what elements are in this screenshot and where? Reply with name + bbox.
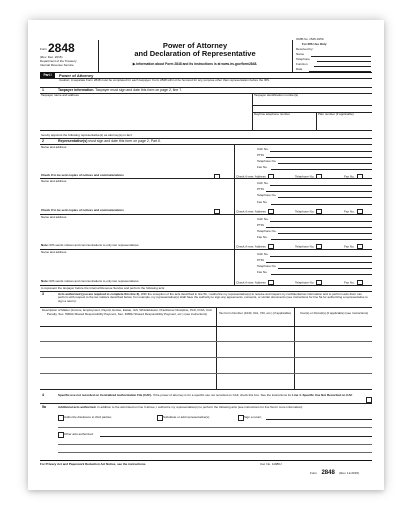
omb-number: OMB No. 1545-0150 <box>296 37 324 41</box>
line2-heading: Representative(s) <box>58 139 88 143</box>
line3-col-years: Year(s) or Period(s) (if applicable) (see instructions) <box>299 311 369 315</box>
rep4-telephone-new-label: Telephone No. <box>295 280 315 285</box>
footer-cat: Cat. No. 11980J <box>260 462 282 466</box>
rep3-ptin-label: PTIN <box>257 223 264 227</box>
rep3-telephone-new-label: Telephone No. <box>295 244 315 249</box>
part1-tag: Part I <box>40 73 55 78</box>
line3-row[interactable] <box>40 341 372 342</box>
irs-name-label: Name <box>296 52 305 56</box>
form-title-1: Power of Attorney <box>162 41 228 50</box>
line4-checkbox[interactable] <box>366 397 372 403</box>
rep2-fax-new-label: Fax No. <box>344 209 355 214</box>
footer-revision: (Rev. 12-2015) <box>339 471 360 475</box>
irs-date-label: Date <box>296 67 303 71</box>
form-department: Department of the Treasury <box>40 59 77 63</box>
other-acts-label: Other acts authorized: <box>64 431 94 436</box>
part1-title: Power of Attorney <box>59 73 94 78</box>
footer-form-label: Form <box>310 471 317 475</box>
line1-heading: Taxpayer information. <box>58 88 95 92</box>
taxpayer-tin-label: Taxpayer identification number(s) <box>254 93 299 97</box>
substitute-label: Substitute or add representative(s); <box>163 414 210 419</box>
line3-col-taxform: Tax Form Number (1040, 941, 720, etc.) (if applicable) <box>218 311 292 315</box>
daytime-phone-label: Daytime telephone number <box>254 112 291 116</box>
line3-number: 3 <box>42 292 44 296</box>
line4-text: If the power of attorney is for a specific use not recorded on CAF, check this box. See the instructions for <box>152 392 292 397</box>
rep3-note-label: Note: <box>41 243 49 247</box>
part1-caution: Caution: A separate Form 2848 must be completed for each taxpayer. Form 2848 will not be honored for any purpose other than representation before the IRS. <box>59 78 270 82</box>
other-acts-checkbox[interactable] <box>58 432 64 438</box>
taxpayer-name-field[interactable] <box>41 98 251 128</box>
irs-telephone-label: Telephone <box>296 57 310 61</box>
rep1-ptin-label: PTIN <box>257 153 264 157</box>
rep2-copies-label: Check if to be sent copies of notices and communications <box>41 208 124 212</box>
line5a-heading: Additional acts authorized. <box>58 404 97 409</box>
to-represent-text: to represent the taxpayer before the Internal Revenue Service and perform the following acts: <box>41 286 165 290</box>
rep3-address-label: Address <box>254 244 266 249</box>
rep1-copies-label: Check if to be sent copies of notices and communications <box>41 173 124 177</box>
line3-row[interactable] <box>40 373 372 374</box>
line3-row[interactable] <box>40 357 372 358</box>
form-title-2: and Declaration of Representative <box>134 49 256 58</box>
rep1-telephone-new-label: Telephone No. <box>295 174 315 179</box>
irs-function-label: Function <box>296 62 308 66</box>
rep2-address-label: Address <box>254 209 266 214</box>
other-acts-field[interactable] <box>100 436 372 437</box>
rep1-fax-new-label: Fax No. <box>344 174 355 179</box>
disclosure-checkbox[interactable] <box>58 415 64 421</box>
rep1-name-label: Name and address <box>41 145 67 149</box>
form-agency: Internal Revenue Service <box>40 63 74 67</box>
substitute-checkbox[interactable] <box>157 415 163 421</box>
rep4-fax-new-label: Fax No. <box>344 280 355 285</box>
rep4-ptin-label: PTIN <box>257 258 264 262</box>
rep3-caf-label: CAF No. <box>257 217 269 221</box>
rep4-caf-label: CAF No. <box>257 252 269 256</box>
line3-col-description: Description of Matter (Income, Employment, Payroll, Excise, Estate, Gift, Whistleblower, Practitioner Discipline, PLR, FOIA, Civil Penalty, Sec. 5000A Shared Responsibility Payment, Sec. 4980H Shared Responsibility Payment, etc.) (see instructions) <box>42 308 212 316</box>
rep3-name-label: Name and address <box>41 215 67 219</box>
line5a-text: In addition to the acts listed on line 3 above, I authorize my representative(s) to perform the following acts (see instructions for line 5a for more information): <box>97 404 304 409</box>
plan-number-label: Plan number (if applicable) <box>318 112 354 116</box>
rep1-tel-label: Telephone No. <box>257 159 277 163</box>
line3-text: With the exception of the acts described in line 5b, I authorize my representative(s) to receive and inspect my confidential tax information and to perform acts that I can perform with respect to the tax matters described below. For example, my representative(s) shall have the authority to sign any agreements, consents, or similar documents (see instructions for line 5a for authorizing a representative to sign a return). <box>58 291 368 303</box>
disclosure-label: Authorize disclosure to third parties; <box>64 414 112 419</box>
form-sheet <box>28 20 384 490</box>
rep2-telephone-new-label: Telephone No. <box>295 209 315 214</box>
sign-return-label: Sign a return; <box>244 414 263 419</box>
form-revision: (Rev. Dec. 2015) <box>40 55 63 59</box>
rep3-fax-new-label: Fax No. <box>344 244 355 249</box>
rep2-fax-label: Fax No. <box>257 200 268 204</box>
rep2-caf-label: CAF No. <box>257 181 269 185</box>
form-info-link[interactable]: ▶ Information about Form 2848 and its instructions is at www.irs.gov/form2848. <box>132 62 258 66</box>
sign-return-checkbox[interactable] <box>238 415 244 421</box>
line1-text: Taxpayer must sign and date this form on page 2, line 7. <box>95 88 183 92</box>
line4-bold-tail: Line 4. Specific Use Not Recorded on CAF <box>292 392 353 397</box>
line3-heading: Acts authorized (you are required to complete this line 3). <box>58 291 141 296</box>
rep4-name-label: Name and address <box>41 250 67 254</box>
rep3-note-text: IRS sends notices and communications to only two representatives. <box>49 243 140 247</box>
line4-heading: Specific use not recorded on Centralized Authorization File (CAF). <box>58 392 153 397</box>
rep2-tel-label: Telephone No. <box>257 193 277 197</box>
line5a-number: 5a <box>42 405 46 409</box>
rep1-caf-label: CAF No. <box>257 147 269 151</box>
rep2-ptin-label: PTIN <box>257 187 264 191</box>
form-number: 2848 <box>48 41 75 55</box>
line1-number: 1 <box>42 88 44 92</box>
rep3-tel-label: Telephone No. <box>257 229 277 233</box>
appoints-text: hereby appoints the following representative(s) as attorney(s)-in-fact: <box>41 133 133 137</box>
taxpayer-name-label: Taxpayer name and address <box>41 93 79 97</box>
rep4-tel-label: Telephone No. <box>257 264 277 268</box>
rep1-check-new-label: Check if new: <box>236 174 255 179</box>
irs-use-only: For IRS Use Only <box>302 42 327 46</box>
rep1-address-label: Address <box>254 174 266 179</box>
rep3-fax-label: Fax No. <box>257 235 268 239</box>
rep4-fax-label: Fax No. <box>257 270 268 274</box>
rep3-check-new-label: Check if new: <box>236 244 255 249</box>
footer-privacy: For Privacy Act and Paperwork Reduction Act Notice, see the instructions. <box>40 462 147 466</box>
line2-number: 2 <box>42 139 44 143</box>
footer-form-number: 2848 <box>321 470 335 476</box>
rep2-check-new-label: Check if new: <box>236 209 255 214</box>
rep4-note-text: IRS sends notices and communications to only two representatives. <box>49 279 140 283</box>
line4-number: 4 <box>42 393 44 397</box>
rep1-fax-label: Fax No. <box>257 165 268 169</box>
rep4-address-label: Address <box>254 280 266 285</box>
line2-text: must sign and date this form on page 2, Part II. <box>88 139 162 143</box>
form-label: Form <box>40 47 47 51</box>
rep4-check-new-label: Check if new: <box>236 280 255 285</box>
rep2-name-label: Name and address <box>41 179 67 183</box>
received-by-label: Received by: <box>296 47 314 51</box>
rep4-note-label: Note: <box>41 279 49 283</box>
